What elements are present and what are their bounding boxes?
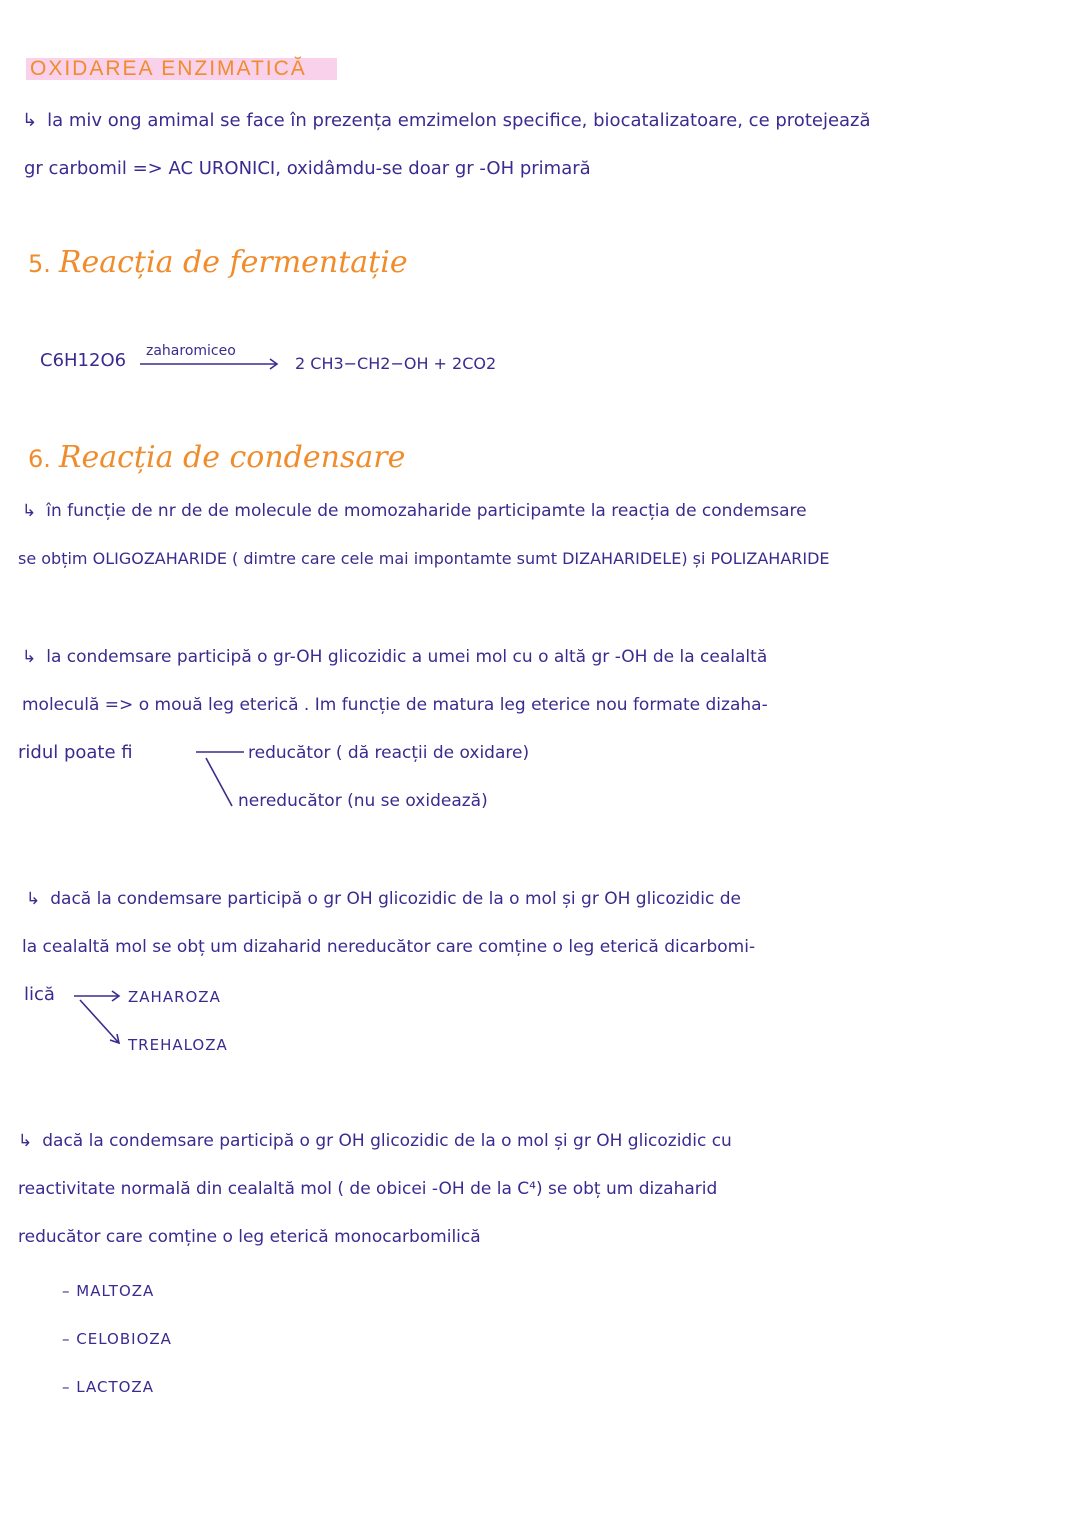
p4-item-trehaloza: TREHALOZA bbox=[128, 1036, 228, 1054]
reaction-catalyst: zaharomiceo bbox=[146, 343, 236, 359]
p3-branch-reducator: reducător ( dă reacții de oxidare) bbox=[248, 743, 530, 763]
page-title: OXIDAREA ENZIMATICĂ bbox=[26, 58, 337, 80]
p5-line-1: ↳ dacă la condemsare participă o gr OH glicozidic de la o mol și gr OH glicozidic cu bbox=[18, 1131, 732, 1151]
p2-line-2: se obțim OLIGOZAHARIDE ( dimtre care cele mai impontamte sumt DIZAHARIDELE) și POLIZAHARIDE bbox=[18, 549, 830, 568]
hook-arrow-icon: ↳ bbox=[22, 110, 38, 131]
p1-line-2: gr carbomil => AC URONICI, oxidâmdu-se doar gr -OH primară bbox=[24, 158, 591, 179]
hook-arrow-icon: ↳ bbox=[22, 501, 37, 521]
p3-line-2: moleculă => o mouă leg eterică . Im funcție de matura leg eterice nou formate dizaha- bbox=[22, 695, 768, 715]
p5-line-3: reducător care comține o leg eterică monocarbomilică bbox=[18, 1227, 481, 1247]
branch-line-bottom bbox=[206, 758, 232, 806]
reaction-right: 2 CH3−CH2−OH + 2CO2 bbox=[295, 354, 497, 373]
p3-line-3: ridul poate fi bbox=[18, 742, 133, 763]
branch-arrow-trehaloza bbox=[80, 1000, 118, 1042]
hook-arrow-icon: ↳ bbox=[22, 647, 37, 667]
reaction-left: C6H12O6 bbox=[40, 350, 127, 371]
p3-branch-nereducator: nereducător (nu se oxidează) bbox=[238, 791, 488, 811]
section-heading-6: 6. Reacția de condensare bbox=[28, 440, 406, 475]
section-heading-5: 5. Reacția de fermentație bbox=[28, 245, 408, 280]
p5-item-lactoza: – LACTOZA bbox=[62, 1378, 154, 1396]
p4-item-zaharoza: ZAHAROZA bbox=[128, 988, 221, 1006]
p4-line-2: la cealaltă mol se obț um dizaharid nereducător care comține o leg eterică dicarbomi- bbox=[22, 937, 756, 957]
p4-line-3: lică bbox=[24, 984, 55, 1005]
p4-line-1: ↳ dacă la condemsare participă o gr OH glicozidic de la o mol și gr OH glicozidic de bbox=[26, 889, 741, 909]
p5-line-2: reactivitate normală din cealaltă mol ( de obicei -OH de la C⁴) se obț um dizaharid bbox=[18, 1179, 718, 1199]
p2-line-1: ↳ în funcție de nr de de molecule de momozaharide participamte la reacția de condemsare bbox=[22, 501, 807, 521]
hook-arrow-icon: ↳ bbox=[26, 889, 41, 909]
hook-arrow-icon: ↳ bbox=[18, 1131, 33, 1151]
p1-line-1: ↳ la miv ong amimal se face în prezența emzimelon specifice, biocatalizatoare, ce protejează bbox=[22, 110, 871, 131]
p3-line-1: ↳ la condemsare participă o gr-OH glicozidic a umei mol cu o altă gr -OH de la cealaltă bbox=[22, 647, 768, 667]
p5-item-celobioza: – CELOBIOZA bbox=[62, 1330, 172, 1348]
p5-item-maltoza: – MALTOZA bbox=[62, 1282, 155, 1300]
